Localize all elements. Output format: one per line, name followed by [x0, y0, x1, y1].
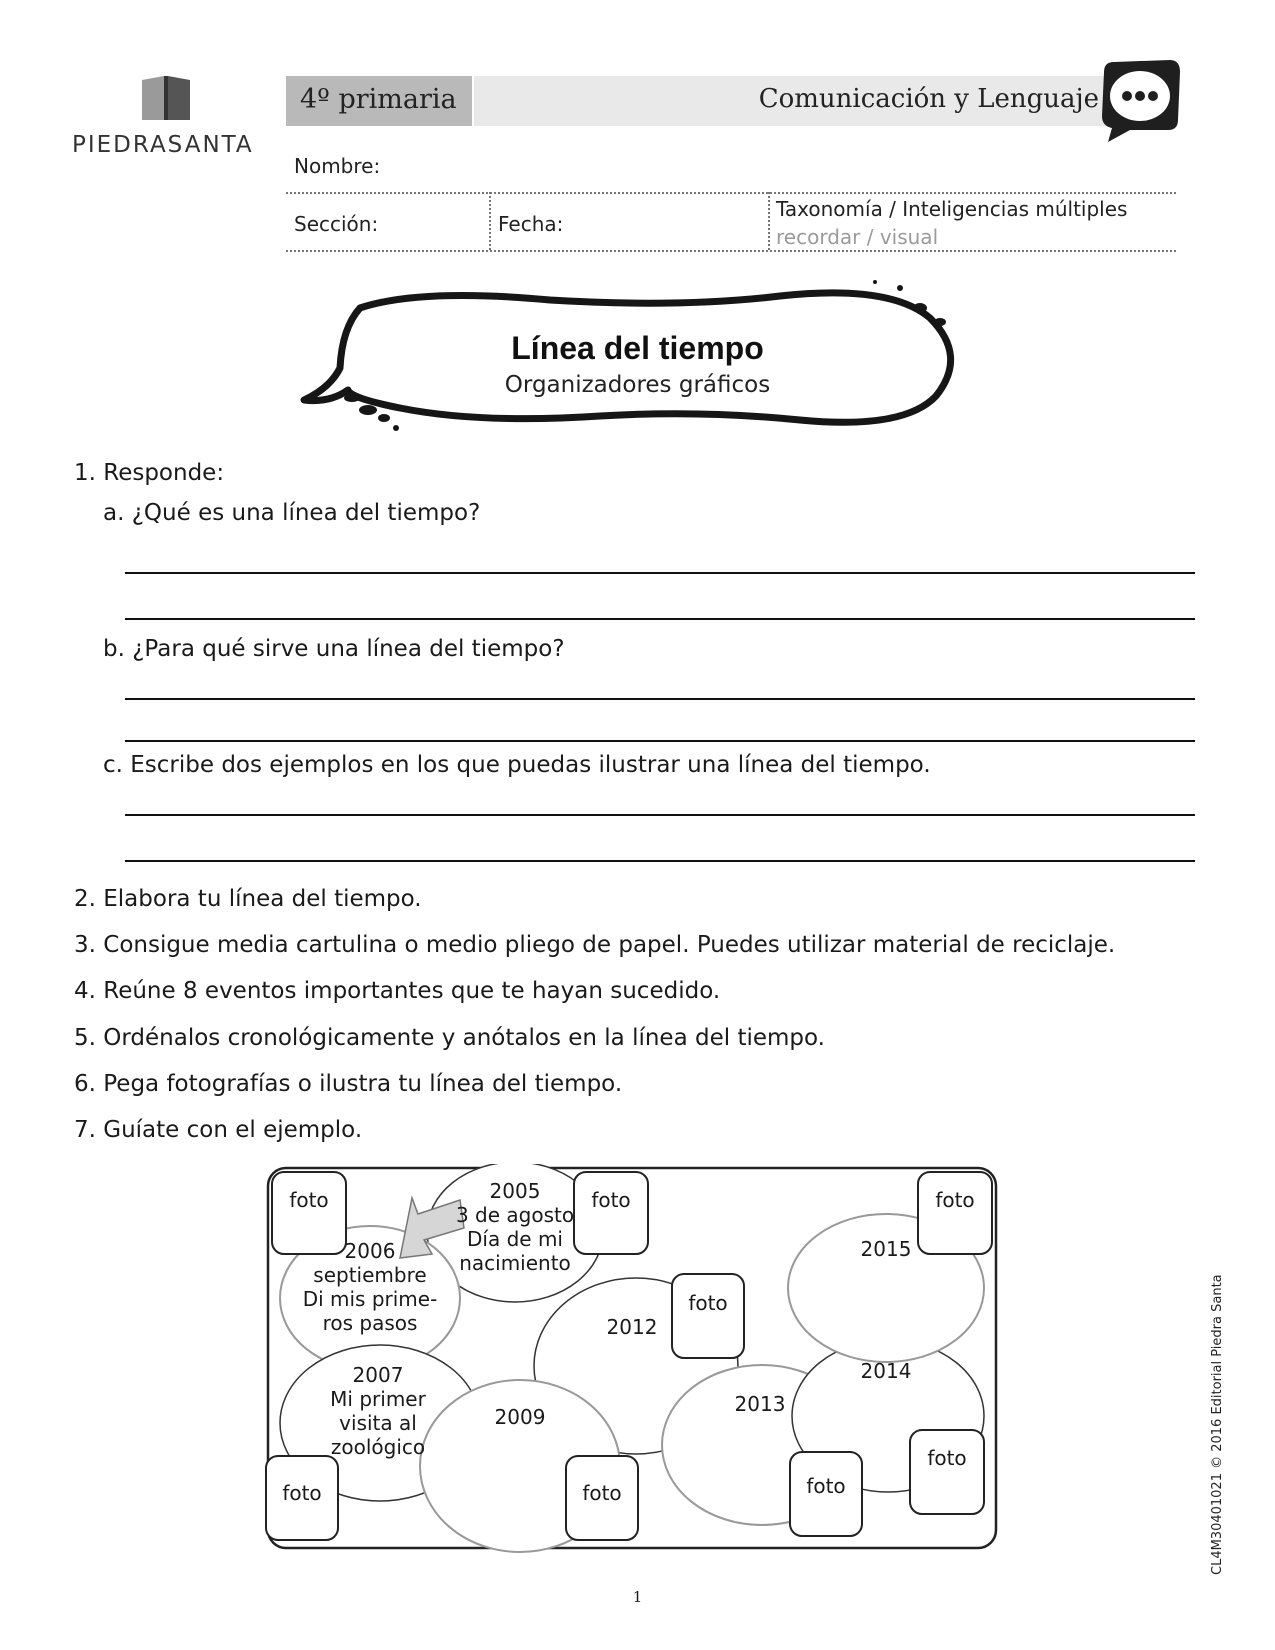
photo-box	[918, 1172, 992, 1254]
step-6: 6. Pega fotografías o ilustra tu línea del tiempo.	[74, 1071, 623, 1097]
step-3: 3. Consigue media cartulina o medio pliego de papel. Puedes utilizar material de reciclaje.	[74, 932, 1116, 958]
event-2009-year: 2009	[494, 1405, 546, 1429]
event-2006-line: septiembre	[313, 1263, 427, 1287]
event-2007-line: zoológico	[330, 1435, 426, 1459]
photo-box	[910, 1430, 984, 1514]
page-subtitle: Organizadores gráficos	[504, 372, 771, 398]
form-divider	[768, 192, 770, 250]
event-2012-year: 2012	[606, 1315, 658, 1339]
form-divider	[489, 192, 491, 250]
photo-box	[672, 1274, 744, 1358]
event-2005-year: 2005	[489, 1179, 541, 1203]
question-1: 1. Responde:	[74, 460, 225, 486]
photo-box	[574, 1172, 648, 1254]
form-divider	[286, 250, 1176, 252]
answer-line[interactable]	[125, 740, 1195, 742]
section-label: Sección:	[294, 212, 379, 236]
copyright-code: CL4M30401021 © 2016 Editorial Piedra Santa	[1210, 1274, 1225, 1575]
question-1a: a. ¿Qué es una línea del tiempo?	[103, 500, 481, 526]
event-2007-line: Mi primer	[330, 1387, 426, 1411]
photo-label: foto	[282, 1481, 322, 1505]
event-2015-year: 2015	[860, 1237, 912, 1261]
form-divider	[286, 192, 1176, 194]
grade-label: 4º primaria	[300, 84, 457, 115]
answer-line[interactable]	[125, 860, 1195, 862]
photo-label: foto	[927, 1446, 967, 1470]
page-title: Línea del tiempo	[511, 330, 764, 366]
step-7: 7. Guíate con el ejemplo.	[74, 1117, 363, 1143]
photo-label: foto	[688, 1291, 728, 1315]
photo-label: foto	[935, 1188, 975, 1212]
question-1c: c. Escribe dos ejemplos en los que puedas ilustrar una línea del tiempo.	[103, 752, 931, 778]
event-2007-line: visita al	[339, 1411, 417, 1435]
event-2005-line: Día de mi	[467, 1227, 563, 1251]
event-2006-line: ros pasos	[322, 1311, 418, 1335]
answer-line[interactable]	[125, 572, 1195, 574]
answer-line[interactable]	[125, 814, 1195, 816]
step-4: 4. Reúne 8 eventos importantes que te hayan sucedido.	[74, 978, 721, 1004]
event-2006-year: 2006	[344, 1239, 396, 1263]
event-2005-line: 3 de agosto	[455, 1203, 575, 1227]
answer-line[interactable]	[125, 618, 1195, 620]
step-2: 2. Elabora tu línea del tiempo.	[74, 886, 422, 912]
photo-label: foto	[591, 1188, 631, 1212]
event-2014-year: 2014	[860, 1359, 912, 1383]
taxonomy-label: Taxonomía / Inteligencias múltiples	[776, 197, 1128, 221]
event-2005-line: nacimiento	[459, 1251, 571, 1275]
photo-label: foto	[289, 1188, 329, 1212]
step-5: 5. Ordénalos cronológicamente y anótalos en la línea del tiempo.	[74, 1025, 825, 1051]
timeline-example-diagram	[264, 1164, 1004, 1564]
subject-label: Comunicación y Lenguaje	[758, 84, 1099, 114]
photo-label: foto	[806, 1474, 846, 1498]
name-label: Nombre:	[294, 154, 381, 178]
answer-line[interactable]	[125, 698, 1195, 700]
brand-name: PIEDRASANTA	[72, 132, 254, 158]
event-2007-year: 2007	[352, 1363, 404, 1387]
page-number: 1	[632, 1588, 643, 1606]
photo-box	[272, 1172, 346, 1254]
piedrasanta-logo-icon	[138, 74, 194, 124]
date-label: Fecha:	[498, 212, 564, 236]
taxonomy-value: recordar / visual	[776, 225, 939, 249]
event-2013-year: 2013	[734, 1392, 786, 1416]
speech-bubble-icon	[1100, 58, 1182, 142]
question-1b: b. ¿Para qué sirve una línea del tiempo?	[103, 636, 565, 662]
photo-label: foto	[582, 1481, 622, 1505]
event-2006-line: Di mis prime-	[302, 1287, 438, 1311]
